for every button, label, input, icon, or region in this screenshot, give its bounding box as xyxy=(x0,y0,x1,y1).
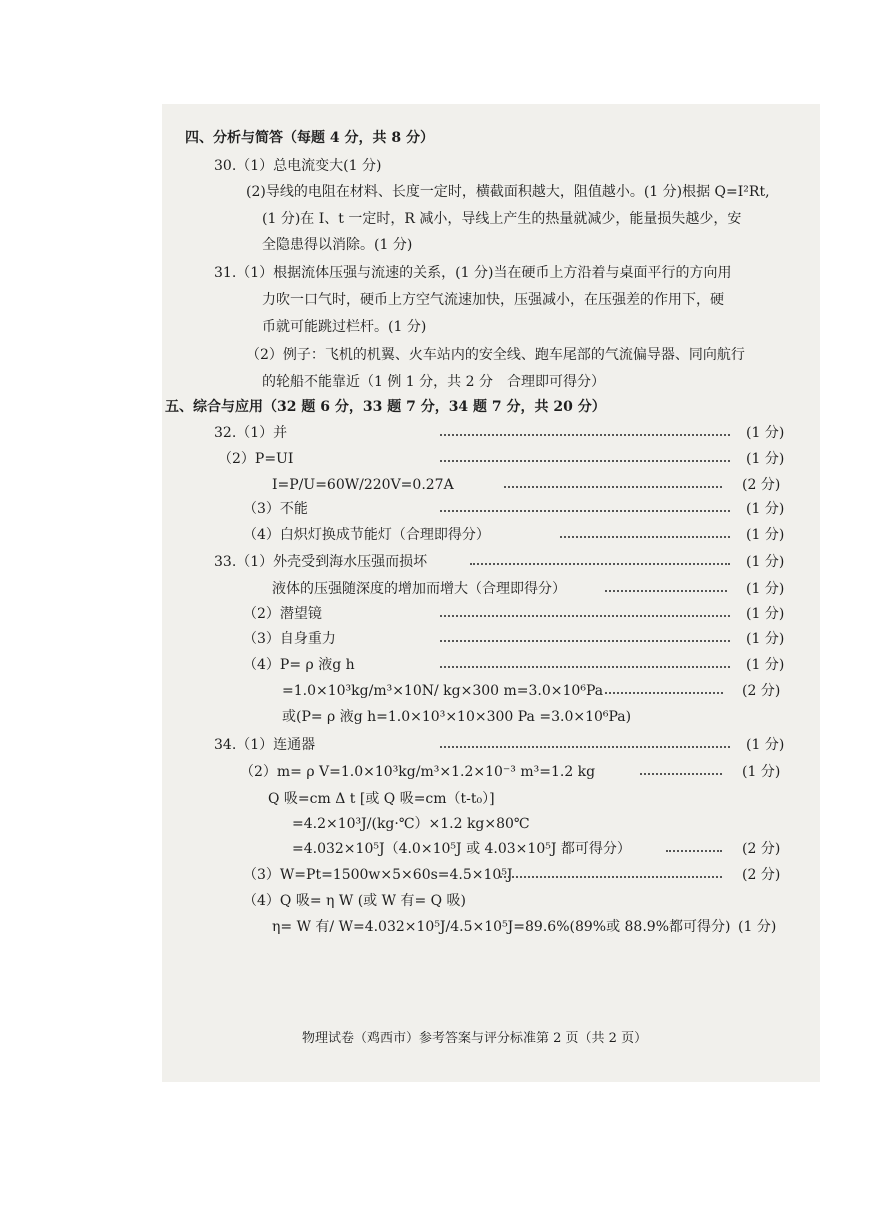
points: (1 分) xyxy=(746,501,785,517)
dot-leader xyxy=(500,876,722,878)
points: (1 分) xyxy=(738,919,777,935)
points: (1 分) xyxy=(746,657,785,673)
answer-row-34-4-calc: η= W 有/ W=4.032×10⁵J/4.5×10⁵J=89.6%(89%或 88.9%都可得分) xyxy=(272,919,731,935)
points: (1 分) xyxy=(742,764,781,780)
answer-row-34-1: 34.（1）连通器 xyxy=(214,737,316,753)
q31-part2-line1: （2）例子：飞机的机翼、火车站内的安全线、跑车尾部的气流偏导器、同向航行 xyxy=(246,347,745,363)
dot-leader xyxy=(605,692,723,694)
dot-leader xyxy=(605,590,727,592)
points: (1 分) xyxy=(746,581,785,597)
answer-row-32-1: 32.（1）并 xyxy=(214,425,288,441)
points: (1 分) xyxy=(746,425,785,441)
points: (2 分) xyxy=(742,477,781,493)
dot-leader xyxy=(470,563,730,565)
page-footer: 物理试卷（鸡西市）参考答案与评分标准第 2 页（共 2 页） xyxy=(302,1031,648,1046)
answer-row-32-3: （3）不能 xyxy=(243,501,308,517)
dot-leader xyxy=(440,746,730,748)
dot-leader xyxy=(504,486,722,488)
dot-leader xyxy=(666,850,722,852)
answer-row-33-4-calc: =1.0×10³kg/m³×10N/ kg×300 m=3.0×10⁶Pa xyxy=(282,683,604,699)
points: (1 分) xyxy=(746,451,785,467)
q30-part1: 30.（1）总电流变大(1 分) xyxy=(214,158,382,174)
answer-row-34-4: （4）Q 吸= η W (或 W 有= Q 吸) xyxy=(243,893,467,909)
answer-row-32-4: （4）白炽灯换成节能灯（合理即得分） xyxy=(243,527,490,543)
answer-row-34-2: （2）m= ρ V=1.0×10³kg/m³×1.2×10⁻³ m³=1.2 kg xyxy=(240,764,596,780)
points: (1 分) xyxy=(746,631,785,647)
points: (2 分) xyxy=(742,683,781,699)
points: (2 分) xyxy=(742,867,781,883)
answer-row-33-2: （2）潜望镜 xyxy=(243,606,322,622)
dot-leader xyxy=(440,510,730,512)
answer-row-34-2-calc: =4.2×10³J/(kg·℃）×1.2 kg×80℃ xyxy=(292,816,530,832)
answer-row-33-1b: 液体的压强随深度的增加而增大（合理即得分） xyxy=(272,581,566,597)
q30-part2-line1: (2)导线的电阻在材料、长度一定时，横截面积越大，阻值越小。(1 分)根据 Q=I²Rt, xyxy=(246,184,770,200)
q31-part1-line1: 31.（1）根据流体压强与流速的关系，(1 分)当在硬币上方沿着与桌面平行的方向用 xyxy=(214,265,732,281)
points: (2 分) xyxy=(742,841,781,857)
q31-part1-line2: 力吹一口气时，硬币上方空气流速加快，压强减小，在压强差的作用下，硬 xyxy=(262,292,724,308)
answer-row-34-3: （3）W=Pt=1500w×5×60s=4.5×10⁵J xyxy=(243,867,513,883)
dot-leader xyxy=(440,615,730,617)
dot-leader xyxy=(440,460,730,462)
points: (1 分) xyxy=(746,527,785,543)
dot-leader xyxy=(440,434,730,436)
answer-row-33-1: 33.（1）外壳受到海水压强而损坏 xyxy=(214,554,428,570)
dot-leader xyxy=(640,773,722,775)
section-5-heading: 五、综合与应用（32 题 6 分，33 题 7 分，34 题 7 分，共 20 分） xyxy=(165,399,606,415)
q30-part2-line2: (1 分)在 I、t 一定时，R 减小，导线上产生的热量就减少，能量损失越少，安 xyxy=(262,211,742,227)
section-4-heading: 四、分析与简答（每题 4 分，共 8 分） xyxy=(185,130,434,146)
answer-row-34-2-q: Q 吸=cm Δ t [或 Q 吸=cm（t-t₀）] xyxy=(268,791,495,807)
answer-row-33-4: （4）P= ρ 液g h xyxy=(243,657,355,673)
dot-leader xyxy=(440,640,730,642)
answer-row-34-2-result: =4.032×10⁵J（4.0×10⁵J 或 4.03×10⁵J 都可得分） xyxy=(292,841,631,857)
q31-part1-line3: 币就可能跳过栏杆。(1 分) xyxy=(262,319,427,335)
points: (1 分) xyxy=(746,606,785,622)
dot-leader xyxy=(560,536,730,538)
answer-row-33-4-alt: 或(P= ρ 液g h=1.0×10³×10×300 Pa =3.0×10⁶Pa) xyxy=(282,709,632,725)
points: (1 分) xyxy=(746,554,785,570)
answer-row-33-3: （3）自身重力 xyxy=(243,631,336,647)
dot-leader xyxy=(440,666,730,668)
answer-row-32-2: （2）P=UI xyxy=(218,451,294,467)
answer-row-32-2-calc: I=P/U=60W/220V=0.27A xyxy=(272,477,454,493)
q31-part2-line2: 的轮船不能靠近（1 例 1 分，共 2 分 合理即可得分） xyxy=(262,374,605,390)
points: (1 分) xyxy=(746,737,785,753)
q30-part2-line3: 全隐患得以消除。(1 分) xyxy=(262,237,413,253)
